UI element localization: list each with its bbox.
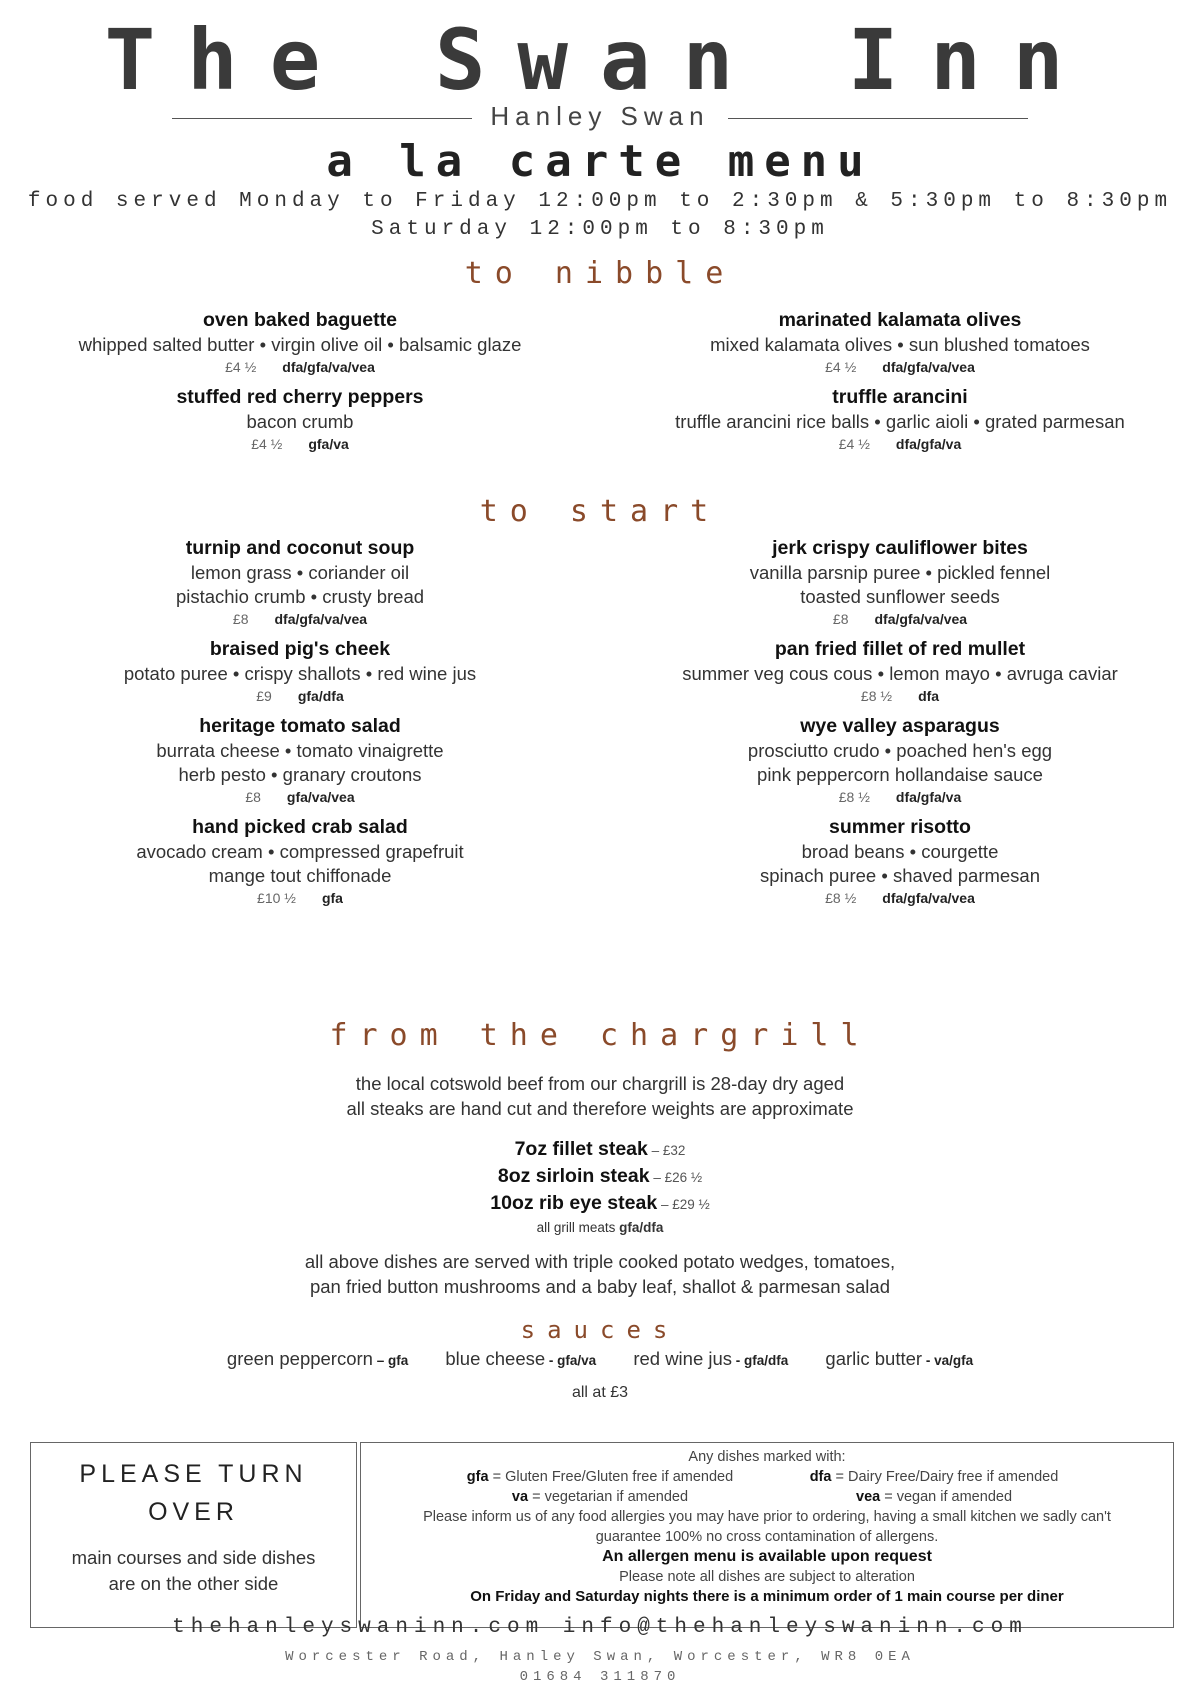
dish-description: pistachio crumb • crusty bread (175, 586, 425, 607)
dish-meta (620, 686, 1180, 706)
dish-name: pan fried fillet of red mullet (774, 638, 1026, 660)
dish-description: lemon grass • coriander oil (190, 562, 410, 583)
key-dfa (769, 1467, 1099, 1487)
steak-name: 7oz fillet steak (514, 1138, 648, 1160)
dish-price: £8 ½ (825, 890, 857, 906)
dish-dietary-tags: dfa/gfa/va (895, 436, 962, 452)
dish-description: mixed kalamata olives • sun blushed tomatoes (710, 334, 1090, 355)
steak-item (0, 1190, 1200, 1218)
steak-price: – £32 (647, 1143, 686, 1158)
dish-price: £8 ½ (838, 789, 870, 805)
sauce-name: green peppercorn (226, 1348, 373, 1369)
dish-name: stuffed red cherry peppers (176, 386, 424, 408)
sauce-item (227, 1348, 408, 1370)
dish-meta (620, 434, 1180, 454)
dish-description: bacon crumb (246, 411, 354, 432)
dish-name: turnip and coconut soup (185, 537, 415, 559)
brand-location: Hanley Swan (490, 101, 710, 131)
start-left-column (20, 536, 580, 916)
dish-name: marinated kalamata olives (778, 309, 1022, 331)
dish-dietary-tags: gfa/va (308, 436, 349, 452)
dish-dietary-tags: dfa/gfa/va/vea (882, 890, 975, 906)
dish-description: spinach puree • shaved parmesan (759, 865, 1041, 886)
dish-description: truffle arancini rice balls • garlic aioli • grated parmesan (675, 411, 1125, 432)
key-gfa (435, 1467, 765, 1487)
menu-item (620, 385, 1180, 454)
dish-dietary-tags: dfa/gfa/va/vea (882, 359, 975, 375)
turn-over-title-line2: OVER (148, 1498, 239, 1526)
dish-price: £4 ½ (825, 359, 857, 375)
grill-note-tags: gfa/dfa (619, 1220, 664, 1235)
key-vea-text: = vegan if amended (880, 1489, 1013, 1505)
grill-note (0, 1220, 1200, 1235)
alteration-note: Please note all dishes are subject to alteration (619, 1569, 915, 1585)
minimum-order-note: On Friday and Saturday nights there is a minimum order of 1 main course per diner (470, 1588, 1064, 1605)
key-va-code: va (511, 1489, 529, 1505)
sauce-item (633, 1348, 788, 1370)
dish-price: £8 (232, 611, 249, 627)
grill-served-line2: pan fried button mushrooms and a baby leaf, shallot & parmesan salad (309, 1276, 890, 1297)
dish-price: £8 (832, 611, 849, 627)
dish-dietary-tags: gfa/va/vea (286, 789, 355, 805)
dish-name: braised pig's cheek (209, 638, 391, 660)
footer-address: Worcester Road, Hanley Swan, Worcester, WR8 0EA (285, 1649, 915, 1665)
key-vea-code: vea (856, 1489, 881, 1505)
dish-description: vanilla parsnip puree • pickled fennel (749, 562, 1051, 583)
sauce-tags: - va/gfa (922, 1353, 974, 1368)
footer-phone: 01684 311870 (519, 1669, 681, 1685)
dish-description: burrata cheese • tomato vinaigrette (156, 740, 444, 761)
dish-description: avocado cream • compressed grapefruit (136, 841, 464, 862)
key-va-text: = vegetarian if amended (528, 1489, 689, 1505)
dish-description: broad beans • courgette (801, 841, 999, 862)
grill-served-line1: all above dishes are served with triple cooked potato wedges, tomatoes, (304, 1251, 896, 1272)
allergy-notice-line1: Please inform us of any food allergies you may have prior to ordering, having a small kitchen we sadly can't (423, 1509, 1111, 1525)
dish-description: toasted sunflower seeds (800, 586, 1000, 607)
dish-name: truffle arancini (832, 386, 968, 408)
steak-item (0, 1136, 1200, 1164)
dish-meta (20, 888, 580, 908)
dish-name: heritage tomato salad (199, 715, 401, 737)
dish-meta (620, 357, 1180, 377)
start-right-column (620, 536, 1180, 916)
dish-price: £8 ½ (860, 688, 893, 704)
dish-dietary-tags: dfa/gfa/va/vea (282, 359, 375, 375)
menu-title: a la carte menu (326, 136, 874, 187)
dish-description: potato puree • crispy shallots • red wine jus (123, 663, 477, 684)
dish-meta (620, 609, 1180, 629)
sauce-item (445, 1348, 596, 1370)
dish-name: wye valley asparagus (800, 715, 1000, 737)
menu-item (20, 714, 580, 807)
dish-price: £4 ½ (838, 436, 870, 452)
dish-meta (20, 357, 580, 377)
key-dfa-code: dfa (809, 1469, 832, 1485)
sauce-tags: – gfa (372, 1353, 409, 1368)
sauce-tags: - gfa/va (545, 1353, 597, 1368)
sauces-list (0, 1348, 1200, 1370)
key-intro: Any dishes marked with: (688, 1449, 846, 1465)
dish-meta (20, 434, 580, 454)
dish-price: £8 (245, 789, 261, 805)
hours-weekday: food served Monday to Friday 12:00pm to 2:30pm & 5:30pm to 8:30pm (27, 190, 1173, 213)
turn-over-sub-line2: are on the other side (108, 1573, 279, 1594)
menu-item (620, 637, 1180, 706)
dish-meta (20, 686, 580, 706)
dish-dietary-tags: dfa/gfa/va/vea (874, 611, 968, 627)
dish-name: hand picked crab salad (192, 816, 408, 838)
steak-price: – £26 ½ (649, 1170, 703, 1185)
allergy-notice-line2: guarantee 100% no cross contamination of allergens. (595, 1529, 939, 1545)
menu-item (620, 815, 1180, 908)
menu-item (20, 637, 580, 706)
dish-description: whipped salted butter • virgin olive oil • balsamic glaze (78, 334, 522, 355)
dish-dietary-tags: dfa/gfa/va/vea (274, 611, 368, 627)
menu-item (620, 308, 1180, 377)
steak-price: – £29 ½ (657, 1197, 710, 1212)
nibble-left-column (20, 308, 580, 462)
steak-item (0, 1163, 1200, 1191)
sauces-price: all at £3 (571, 1384, 629, 1401)
dish-description: summer veg cous cous • lemon mayo • avruga caviar (682, 663, 1118, 684)
dish-meta (620, 787, 1180, 807)
section-title-chargrill: from the chargrill (329, 1018, 871, 1053)
menu-item (20, 536, 580, 629)
allergen-menu-note: An allergen menu is available upon request (602, 1548, 932, 1565)
grill-note-label: all grill meats (536, 1220, 620, 1235)
dish-description: herb pesto • granary croutons (178, 764, 422, 785)
turn-over-sub-line1: main courses and side dishes (71, 1547, 316, 1568)
key-va (435, 1487, 765, 1507)
sauce-name: blue cheese (445, 1348, 546, 1369)
footer-website-email: thehanleyswaninn.com info@thehanleyswaninn.com (172, 1616, 1028, 1639)
allergen-key-box (360, 1442, 1174, 1628)
dish-meta (20, 609, 580, 629)
brand-title: The Swan Inn (104, 11, 1096, 109)
nibble-right-column (620, 308, 1180, 462)
sauce-name: red wine jus (633, 1348, 733, 1369)
key-gfa-text: = Gluten Free/Gluten free if amended (488, 1469, 734, 1485)
menu-item (620, 536, 1180, 629)
dish-description: pink peppercorn hollandaise sauce (757, 764, 1043, 785)
menu-item (20, 308, 580, 377)
dish-dietary-tags: dfa (918, 688, 940, 704)
key-row (361, 1487, 1173, 1507)
dish-dietary-tags: dfa/gfa/va (895, 789, 962, 805)
dish-price: £4 ½ (225, 359, 257, 375)
sauce-name: garlic butter (825, 1348, 923, 1369)
dish-price: £9 (256, 688, 272, 704)
turn-over-box (30, 1442, 357, 1628)
dish-price: £10 ½ (257, 890, 296, 906)
grill-intro-line2: all steaks are hand cut and therefore weights are approximate (346, 1098, 854, 1119)
sauce-item (825, 1348, 973, 1370)
grill-intro-line1: the local cotswold beef from our chargrill is 28-day dry aged (355, 1073, 845, 1094)
steak-name: 8oz sirloin steak (497, 1165, 650, 1187)
key-gfa-code: gfa (466, 1469, 489, 1485)
dish-name: oven baked baguette (203, 309, 397, 331)
hours-saturday: Saturday 12:00pm to 8:30pm (371, 218, 829, 241)
section-title-sauces: sauces (520, 1316, 680, 1344)
dish-name: summer risotto (829, 816, 971, 838)
key-dfa-text: = Dairy Free/Dairy free if amended (831, 1469, 1059, 1485)
dish-meta (20, 787, 580, 807)
steak-name: 10oz rib eye steak (490, 1192, 658, 1214)
key-vea (769, 1487, 1099, 1507)
dish-dietary-tags: gfa/dfa (297, 688, 344, 704)
dish-description: prosciutto crudo • poached hen's egg (747, 740, 1053, 761)
menu-item (620, 714, 1180, 807)
menu-item (20, 385, 580, 454)
key-row (361, 1467, 1173, 1487)
dish-price: £4 ½ (251, 436, 283, 452)
menu-item (20, 815, 580, 908)
sauce-tags: - gfa/dfa (732, 1353, 789, 1368)
dish-meta (620, 888, 1180, 908)
turn-over-title-line1: PLEASE TURN (79, 1460, 308, 1488)
section-title-nibble: to nibble (464, 256, 736, 291)
section-title-start: to start (479, 494, 721, 529)
dish-dietary-tags: gfa (321, 890, 343, 906)
dish-name: jerk crispy cauliflower bites (772, 537, 1028, 559)
dish-description: mange tout chiffonade (208, 865, 392, 886)
